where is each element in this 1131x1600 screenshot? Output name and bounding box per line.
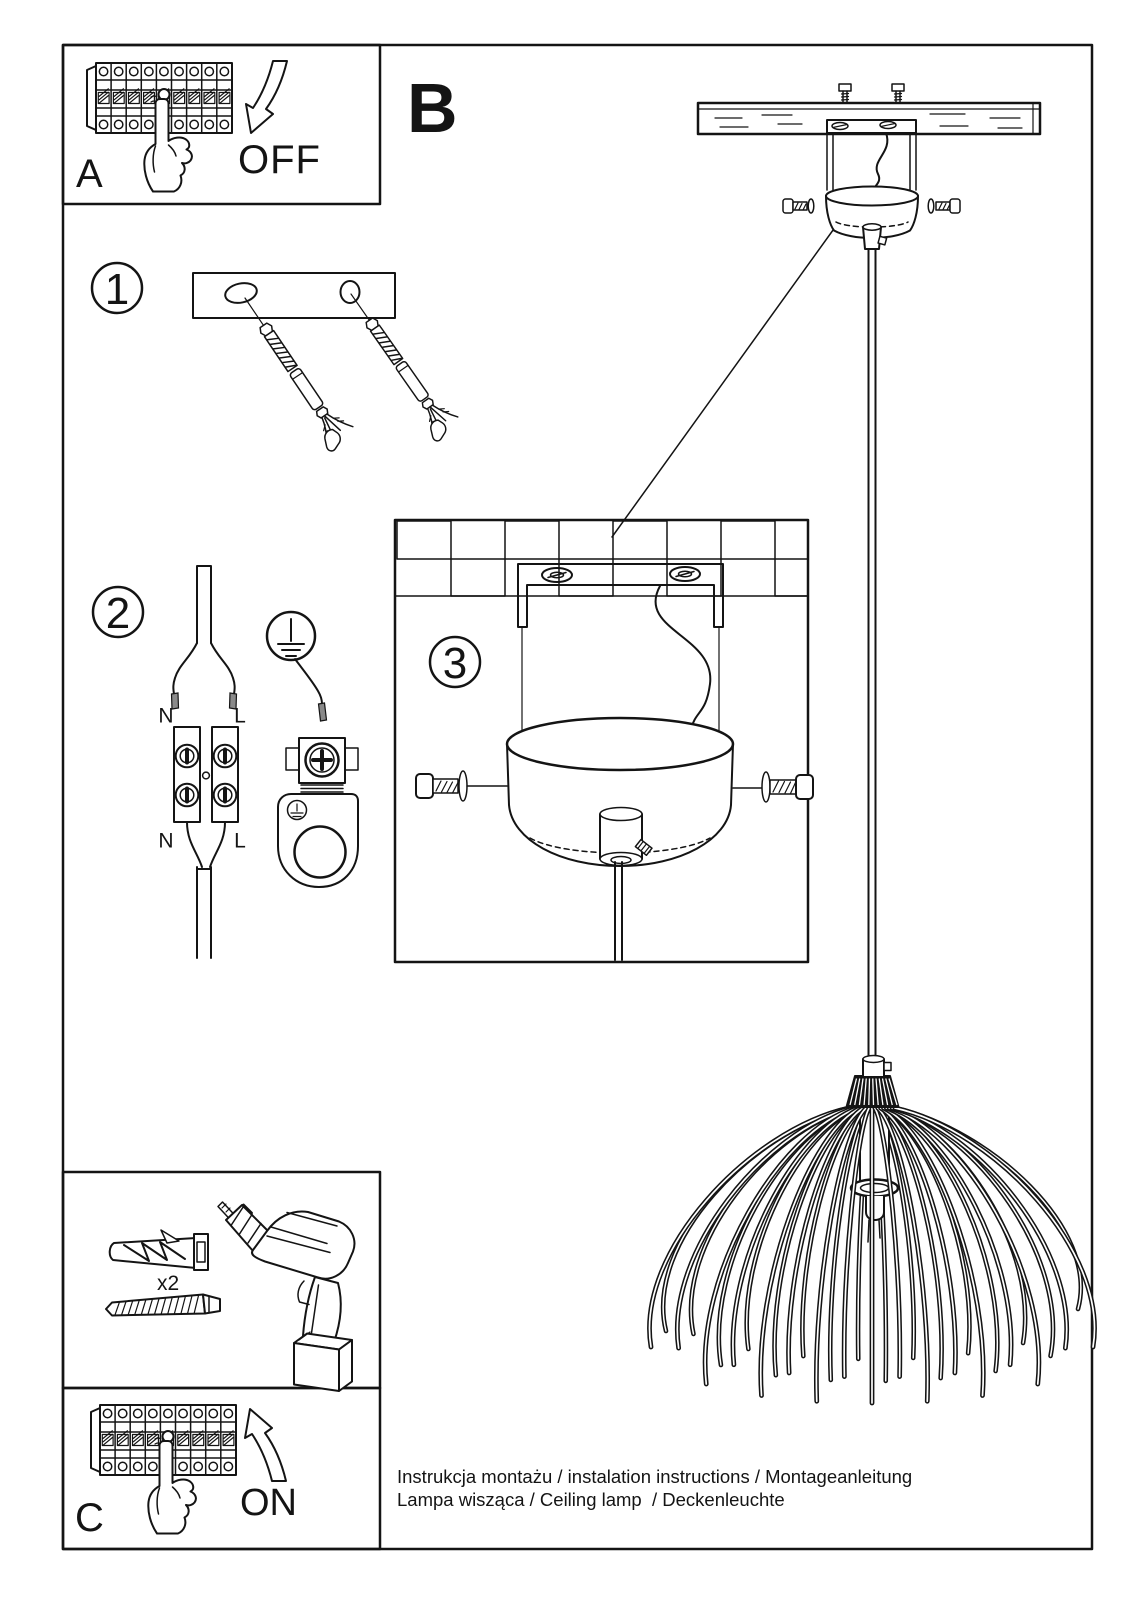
terminal-n-bottom: N [158, 829, 174, 853]
terminal-l-top: L [234, 704, 246, 728]
earth-symbol-icon [267, 612, 315, 660]
on-arrow-icon [245, 1409, 286, 1481]
bracket-anchors-illustration [92, 263, 463, 453]
panel-c-action: ON [240, 1482, 297, 1524]
panel-a-action: OFF [238, 138, 321, 182]
cord-grip-top [863, 1056, 891, 1078]
footer-product-line: Lampa wisząca / Ceiling lamp / Deckenleuchte [397, 1489, 785, 1510]
section-b-label: B [407, 69, 458, 147]
panel-a-label: A [76, 152, 103, 196]
wall-plug-illustration [110, 1230, 208, 1270]
earth-terminal-illustration [278, 738, 358, 887]
canopy-mounting-illustration [395, 520, 813, 962]
ceiling-mount-illustration [698, 84, 1040, 1061]
wiring-illustration [93, 566, 358, 958]
panel-c-label: C [75, 1496, 104, 1540]
off-arrow-icon [246, 61, 287, 133]
detail-leader-line [612, 219, 841, 537]
footer-title-line: Instrukcja montażu / instalation instructions / Montageanleitung [397, 1466, 913, 1487]
pendant-lamp-illustration [649, 1056, 1094, 1404]
drill-illustration [218, 1202, 354, 1391]
step2-number: 2 [105, 589, 131, 638]
step1-number: 1 [104, 265, 130, 314]
terminal-n-top: N [158, 704, 174, 728]
pendant-cord [869, 249, 876, 1061]
terminal-l-bottom: L [234, 829, 246, 853]
anchor-quantity: x2 [157, 1272, 180, 1295]
mounting-bracket [518, 564, 723, 741]
step3-number: 3 [442, 639, 468, 688]
screw-illustration [106, 1295, 220, 1316]
tools-illustration [106, 1202, 354, 1391]
